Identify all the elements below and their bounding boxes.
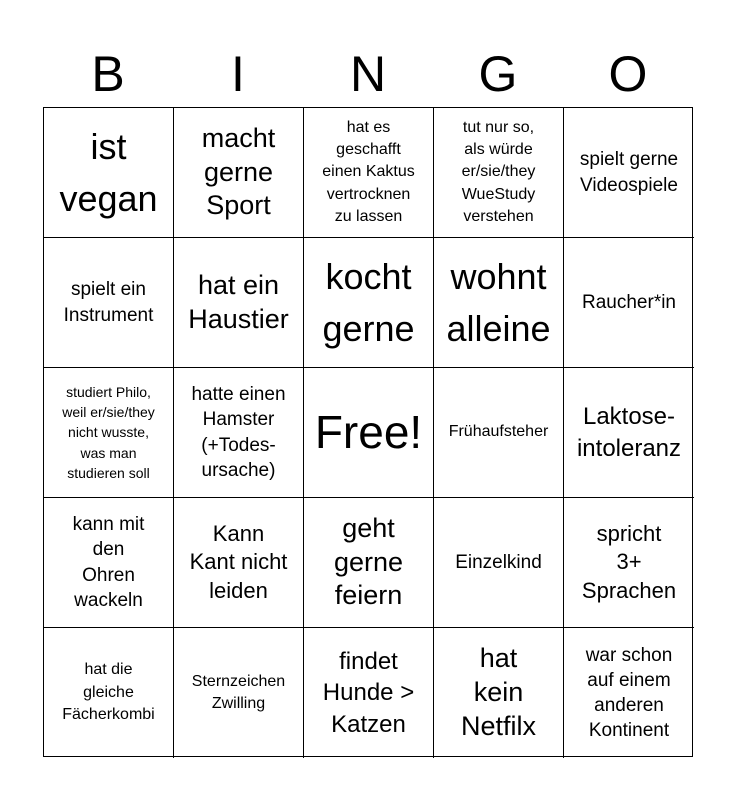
header-letter-i: I <box>231 46 245 102</box>
bingo-cell-r4c5[interactable] <box>564 498 694 628</box>
bingo-cell-r4c1[interactable] <box>44 498 174 628</box>
cell-text: Sternzeichen Zwilling <box>191 672 286 712</box>
header-letter-b: B <box>91 46 125 102</box>
header-letter-o: O <box>608 46 648 102</box>
cell-text: Raucher*in <box>582 291 676 313</box>
bingo-cell-r2c5[interactable] <box>564 238 694 368</box>
bingo-cell-r5c2[interactable] <box>174 628 304 758</box>
cell-text: kann mit den Ohren wackeln <box>72 514 145 611</box>
bingo-cell-r5c5[interactable] <box>564 628 694 758</box>
bingo-cell-r3c1[interactable] <box>44 368 174 498</box>
bingo-cell-r2c1[interactable] <box>44 238 174 368</box>
bingo-cell-r2c4[interactable] <box>434 238 564 368</box>
bingo-cell-r3c5[interactable] <box>564 368 694 498</box>
cell-text: spielt ein Instrument <box>63 279 154 326</box>
cell-text: macht gerne Sport <box>201 122 276 221</box>
cell-text: hat kein Netfilx <box>460 643 536 741</box>
bingo-cell-r1c2[interactable] <box>174 108 304 238</box>
bingo-header <box>43 40 693 108</box>
bingo-cell-r4c4[interactable] <box>434 498 564 628</box>
cell-text: hat es geschafft einen Kaktus vertrocknen zu lassen <box>322 118 415 226</box>
bingo-cell-r3c4[interactable] <box>434 368 564 498</box>
cell-text: tut nur so, als würde er/sie/they WueStudy verstehen <box>461 118 536 226</box>
bingo-cell-r4c2[interactable] <box>174 498 304 628</box>
bingo-cell-r1c4[interactable] <box>434 108 564 238</box>
bingo-cell-r4c3[interactable] <box>304 498 434 628</box>
header-letter-g: G <box>478 46 518 102</box>
bingo-cell-r2c2[interactable] <box>174 238 304 368</box>
cell-text: wohnt alleine <box>446 256 551 349</box>
bingo-cell-r5c4[interactable] <box>434 628 564 758</box>
cell-text: Einzelkind <box>455 551 542 573</box>
cell-text: kocht gerne <box>322 256 415 349</box>
cell-text: spricht 3+ Sprachen <box>581 520 677 603</box>
bingo-cell-r1c3[interactable] <box>304 108 434 238</box>
cell-text: ist vegan <box>59 126 158 219</box>
header-letter-n: N <box>349 46 387 102</box>
cell-text: hatte einen Hamster (+Todes- ursache) <box>191 384 286 481</box>
bingo-cell-r3c2[interactable] <box>174 368 304 498</box>
cell-text: Free! <box>314 406 423 459</box>
cell-text: hat ein Haustier <box>188 269 289 334</box>
cell-text: geht gerne feiern <box>333 512 404 611</box>
cell-text: war schon auf einem anderen Kontinent <box>585 644 673 742</box>
cell-text: studiert Philo, weil er/sie/they nicht wusste, was man studieren soll <box>62 383 155 481</box>
cell-text: Laktose- intoleranz <box>576 403 682 462</box>
bingo-cell-r5c3[interactable] <box>304 628 434 758</box>
cell-text: hat die gleiche Fächerkombi <box>62 661 155 724</box>
cell-text: Kann Kant nicht leiden <box>189 520 288 603</box>
bingo-board <box>43 107 693 757</box>
cell-text: findet Hunde > Katzen <box>322 648 415 738</box>
cell-text: Frühaufsteher <box>448 423 549 441</box>
bingo-cell-r2c3[interactable] <box>304 238 434 368</box>
cell-text: spielt gerne Videospiele <box>579 149 679 196</box>
bingo-cell-r1c1[interactable] <box>44 108 174 238</box>
bingo-cell-r5c1[interactable] <box>44 628 174 758</box>
bingo-cell-free[interactable] <box>304 368 434 498</box>
bingo-cell-r1c5[interactable] <box>564 108 694 238</box>
